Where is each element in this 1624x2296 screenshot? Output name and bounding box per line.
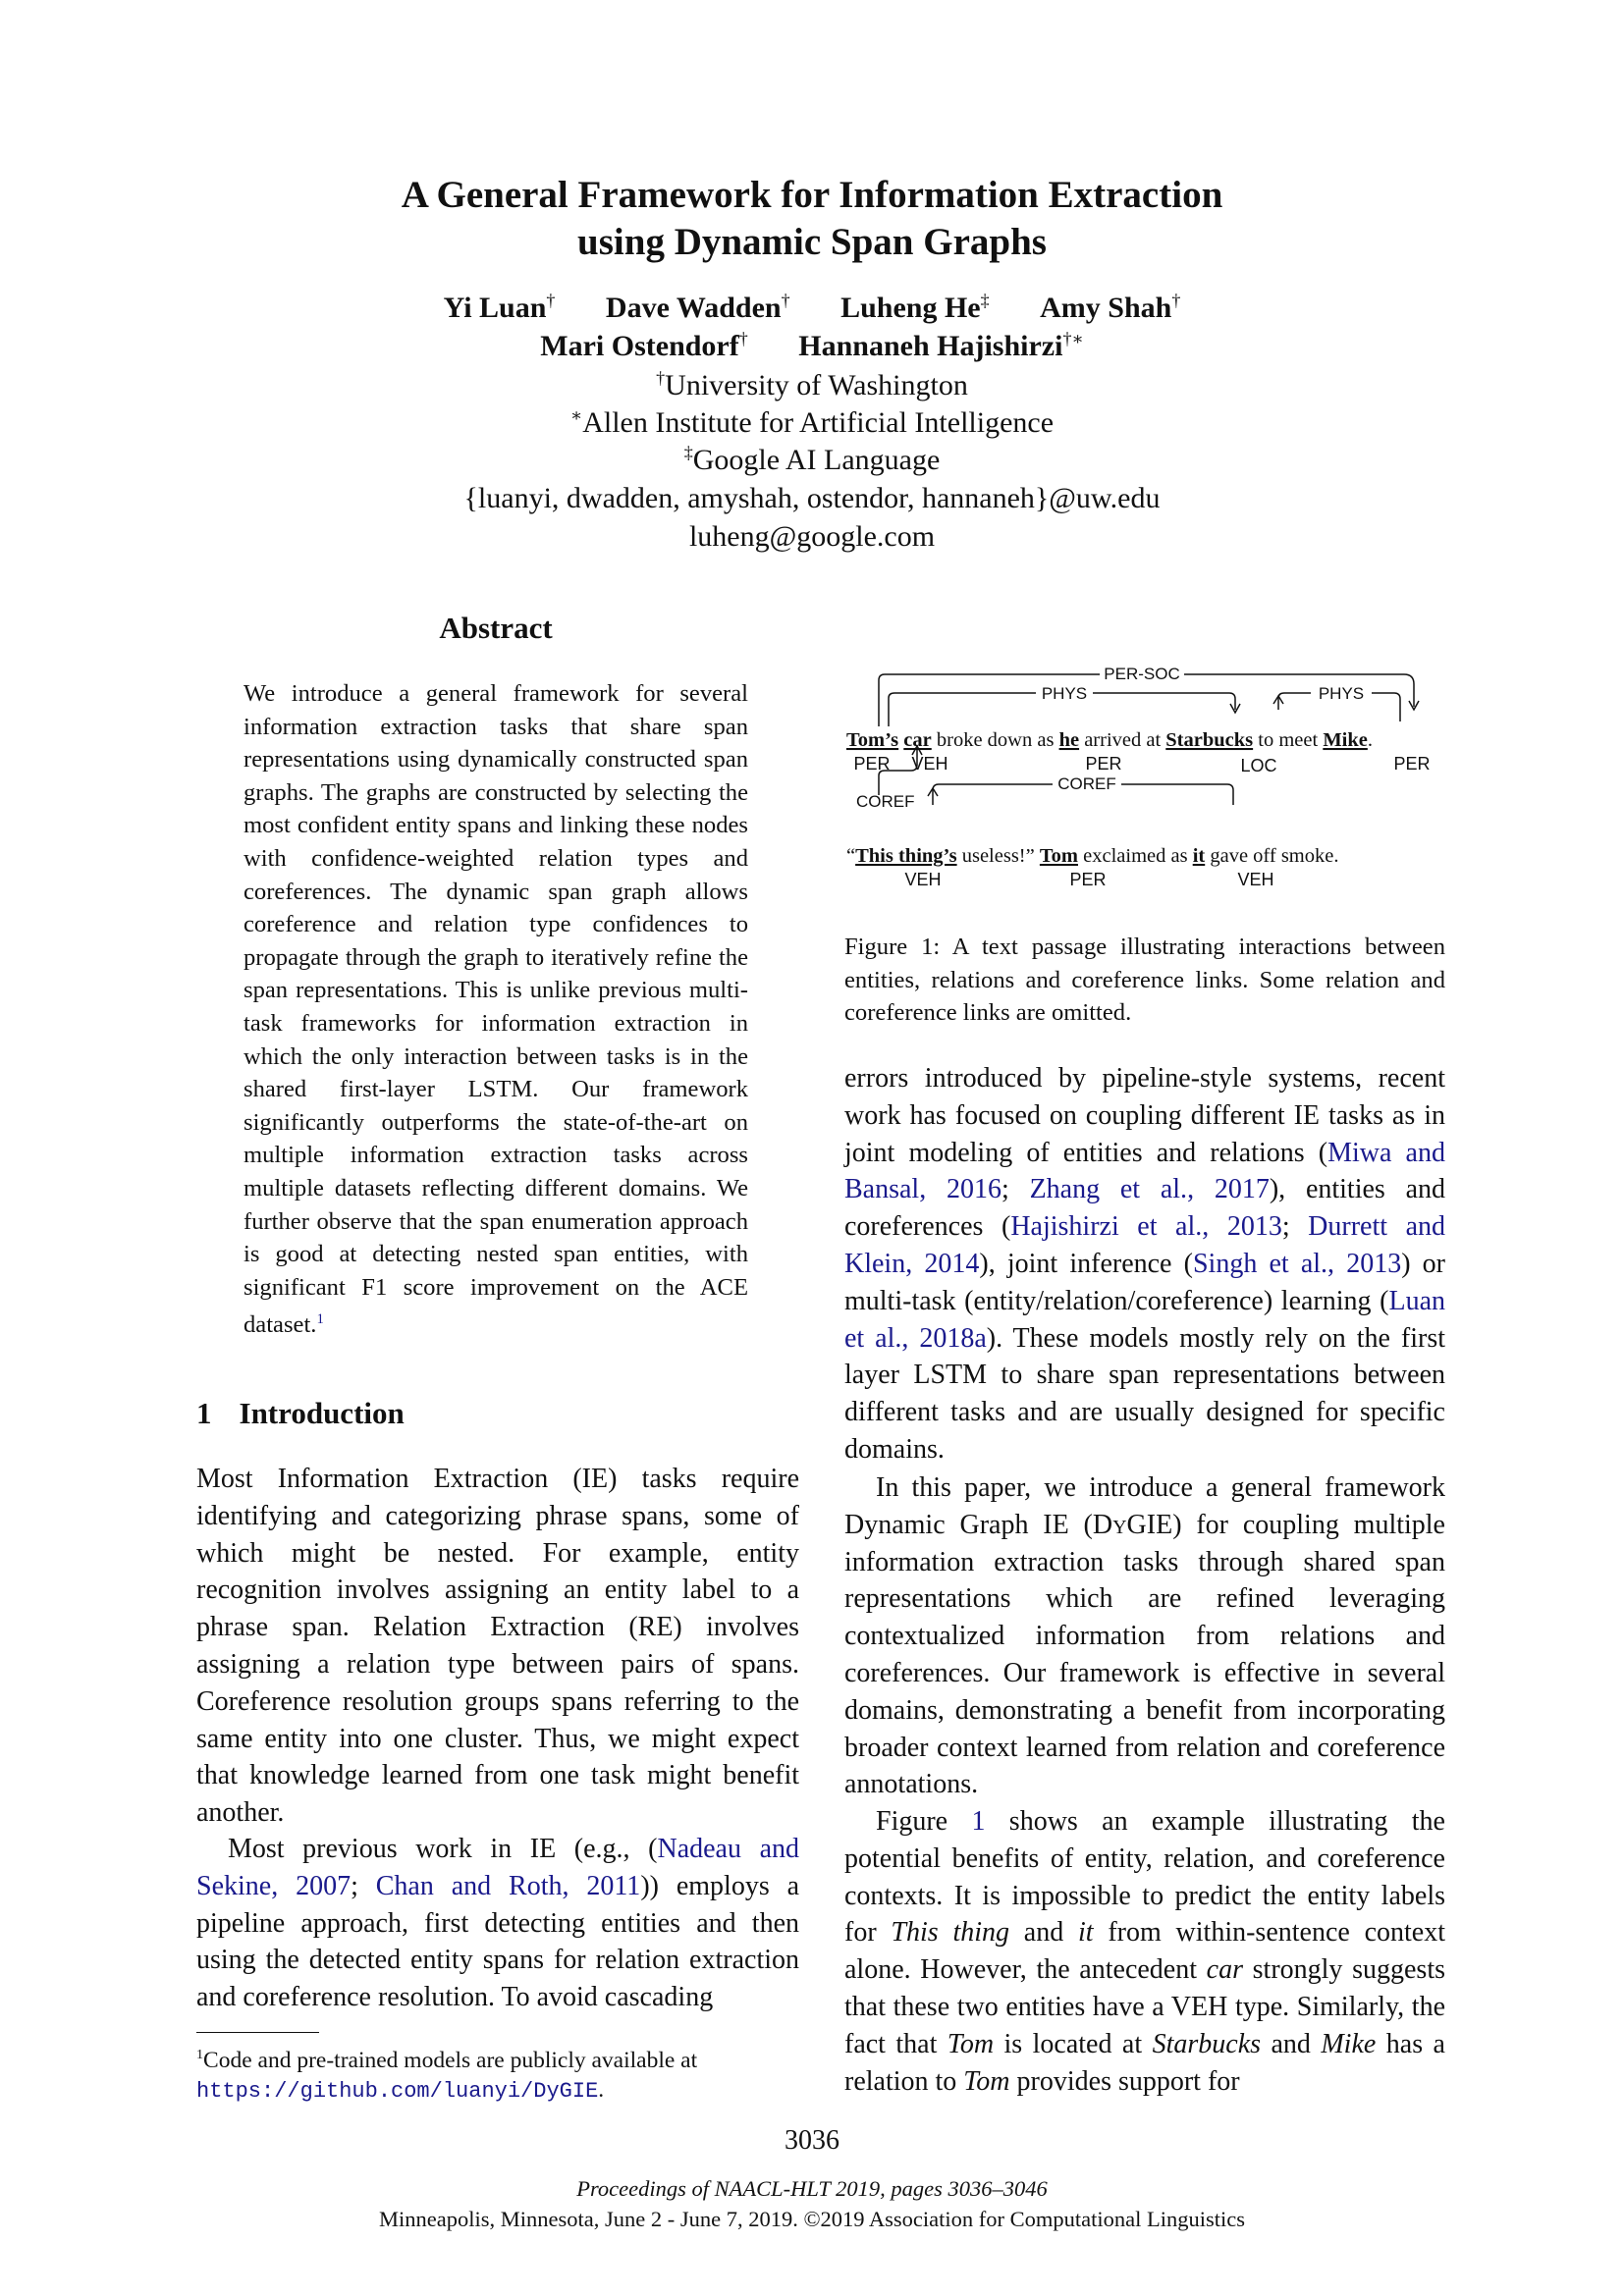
- figure-sentence-1: Tom’s car broke down as he arrived at Starbucks to meet Mike.: [846, 729, 1373, 751]
- author: Mari Ostendorf†: [540, 329, 748, 362]
- coref-label: COREF: [856, 792, 915, 811]
- title-line-2: using Dynamic Span Graphs: [577, 221, 1047, 263]
- figure-ref-link[interactable]: 1: [971, 1806, 986, 1837]
- author-line-1: [0, 291, 1624, 325]
- title-line-1: A General Framework for Information Extraction: [401, 174, 1223, 216]
- entity-label: PER: [853, 754, 891, 774]
- body-paragraph: errors introduced by pipeline-style systems, recent work has focused on coupling different IE tasks as in joint modeling of entities and relations (Miwa and Bansal, 2016; Zhang et al., 2017), entities and coreferences (Hajishirzi et al., 2013; Durrett and Klein, 2014), joint inference (Singh et al., 2013) or multi-task (entity/relation/coreference) learning (Luan et al., 2018a). These models mostly rely on the first layer LSTM to share span representations between different tasks and are usually designed for specific domains.: [844, 1063, 1446, 1465]
- footnote-divider: [196, 2032, 319, 2033]
- entity-label: PER: [1393, 754, 1431, 774]
- relation-label-phys: PHYS: [1318, 684, 1365, 703]
- affiliation: †University of Washington: [656, 368, 968, 401]
- relation-label-per-soc: PER-SOC: [1104, 665, 1180, 683]
- body-paragraph: Figure 1 shows an example illustrating the potential benefits of entity, relation, and coreference contexts. It is impossible to predict the entity labels for This thing and it from within-sentence context alone. However, the antecedent car strongly suggests that these two entities have a VEH type. Similarly, the fact that Tom is located at Starbucks and Mike has a relation to Tom provides support for: [844, 1806, 1445, 2097]
- author: Dave Wadden†: [605, 291, 790, 324]
- entity-label: LOC: [1240, 756, 1277, 775]
- figure-1: [835, 653, 1463, 908]
- intro-paragraph: Most previous work in IE (e.g., (Nadeau and Sekine, 2007; Chan and Roth, 2011)) employs a pipeline approach, first detecting entities and then using the detected entity spans for relation extraction and coreference resolution. To avoid cascading: [196, 1834, 800, 2013]
- body-paragraph: In this paper, we introduce a general framework Dynamic Graph IE (DyGIE) for coupling multiple information extraction tasks through shared span representations which are refined leveraging contextualized information from relations and coreferences. Our framework is effective in several domains, demonstrating a benefit from incorporating broader context learned from relation and coreference annotations.: [844, 1472, 1445, 1800]
- author: Luheng He‡: [840, 291, 990, 324]
- citation-link[interactable]: Hajishirzi et al., 2013: [1010, 1211, 1282, 1243]
- author-email-google: luheng@google.com: [688, 520, 936, 553]
- footnote-ref[interactable]: 1: [316, 1311, 324, 1328]
- copyright-line: Minneapolis, Minnesota, June 2 - June 7, 2019. ©2019 Association for Computational Linguistics: [378, 2207, 1245, 2231]
- page-number: 3036: [785, 2125, 839, 2156]
- proceedings-line: Proceedings of NAACL-HLT 2019, pages 3036–3046: [576, 2176, 1048, 2201]
- figure-caption: Figure 1: A text passage illustrating interactions between entities, relations and coreference links. Some relation and coreference links are omitted.: [844, 934, 1445, 1027]
- citation-link[interactable]: Luan et al., 2018a: [844, 1285, 1445, 1354]
- entity-label: VEH: [911, 754, 948, 774]
- github-link[interactable]: https://github.com/luanyi/DyGIE: [196, 2078, 599, 2104]
- citation-link[interactable]: Nadeau and Sekine, 2007: [196, 1834, 800, 1901]
- entity-label: VEH: [1237, 870, 1274, 889]
- affiliation: ‡Google AI Language: [683, 443, 941, 476]
- citation-link[interactable]: Zhang et al., 2017: [1029, 1174, 1270, 1205]
- entity-label: VEH: [904, 870, 942, 889]
- affiliation: ∗Allen Institute for Artificial Intelligence: [569, 405, 1055, 439]
- relation-label-phys: PHYS: [1041, 684, 1088, 703]
- entity-label: PER: [1085, 754, 1122, 774]
- coref-label: COREF: [1057, 774, 1116, 793]
- author: Yi Luan†: [443, 291, 556, 324]
- section-heading-introduction: 1 Introduction: [196, 1396, 405, 1430]
- paper-title: [0, 172, 1624, 266]
- author: Hannaneh Hajishirzi†∗: [798, 329, 1084, 362]
- abstract-heading: Abstract: [439, 611, 553, 645]
- entity-label: PER: [1069, 870, 1107, 889]
- author-emails: {luanyi, dwadden, amyshah, ostendor, hannaneh}@uw.edu: [463, 482, 1161, 514]
- intro-paragraph: Most Information Extraction (IE) tasks require identifying and categorizing phrase spans, some of which might be nested. For example, entity recognition involves assigning an entity label to a phrase span. Relation Extraction (RE) involves assigning a relation type between pairs of spans. Coreference resolution groups spans referring to the same entity into one cluster. Thus, we might expect that knowledge learned from one task might benefit another.: [196, 1464, 799, 1829]
- figure-sentence-2: “This thing’s useless!” Tom exclaimed as it gave off smoke.: [846, 845, 1339, 867]
- citation-link[interactable]: Durrett and Klein, 2014: [844, 1211, 1446, 1279]
- footnote: $^1$Code and pre-trained models are publicly available at https://github.com/luanyi/DyGIE.: [196, 2047, 698, 2104]
- citation-link[interactable]: Chan and Roth, 2011: [375, 1870, 641, 1901]
- author-line-2: [0, 329, 1624, 363]
- citation-link[interactable]: Singh et al., 2013: [1192, 1248, 1402, 1279]
- author: Amy Shah†: [1040, 291, 1181, 324]
- abstract-body: We introduce a general framework for several information extraction tasks that share span representations using dynamically constructed span graphs. The graphs are constructed by selecting the most confident entity spans and linking these nodes with confidence-weighted relation types and coreferences. The dynamic span graph allows coreference and relation type confidences to propagate through the graph to iteratively refine the span representations. This is unlike previous multi-task frameworks for information extraction in which the only interaction between tasks is in the shared first-layer LSTM. Our framework significantly outperforms the state-of-the-art on multiple information extraction tasks across multiple datasets reflecting different domains. We further observe that the span enumeration approach is good at detecting nested span entities, with significant F1 score improvement on the ACE dataset.$^1$: [244, 680, 748, 1339]
- citation-link[interactable]: Miwa and Bansal, 2016: [844, 1137, 1445, 1205]
